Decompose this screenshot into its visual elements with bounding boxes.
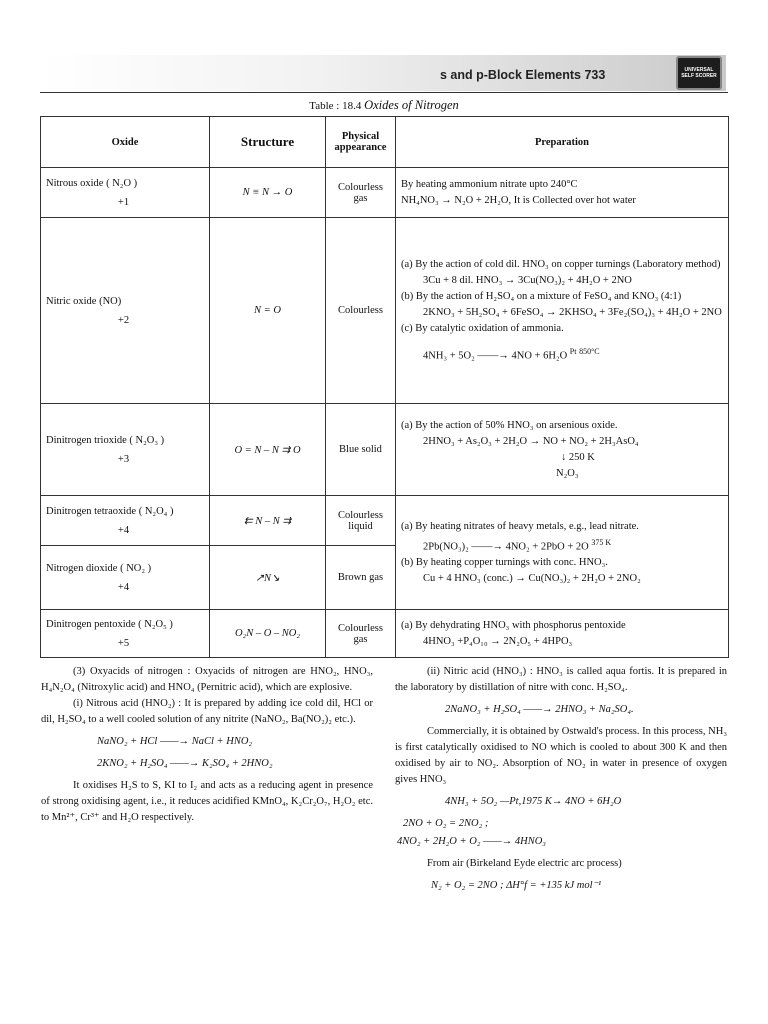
prep-line: (b) By the action of H₂SO₄ on a mixture of FeSO₄ and KNO₃ (4:1) (401, 291, 682, 303)
oxide-name-cell (41, 404, 210, 496)
physical-cell: Blue solid (326, 404, 396, 496)
logo-line-2: SELF SCORER (681, 73, 717, 79)
preparation-cell (396, 218, 729, 404)
prep-line: (a) By dehydrating HNO₃ with phosphorus pentoxide (401, 620, 626, 631)
prep-line: (a) By the action of cold dil. HNO₃ on copper turnings (Laboratory method) (401, 259, 721, 271)
prep-equation (401, 345, 723, 363)
table-row (41, 168, 729, 218)
oxide-name: Dinitrogen trioxide ( N₂O₃ ) (46, 434, 165, 446)
nitric-equation-1: 2NaNO₃ + H₂SO₄ ——→ 2HNO₃ + Na₂SO₄. (445, 704, 634, 715)
right-column (395, 664, 727, 900)
logo-line-1: UNIVERSAL (684, 67, 714, 73)
physical-cell: Colourless (326, 218, 396, 404)
ostwald-equation-2: 2NO + O₂ = 2NO₂ ; (403, 818, 489, 829)
physical-cell: Colourless liquid (326, 496, 396, 546)
structure-cell: ⇇ N – N ⇉ (210, 496, 326, 546)
temperature-label: 850°C (579, 347, 600, 357)
ostwald-equation-3: 4NO₂ + 2H₂O + O₂ ——→ 4HNO₃ (397, 836, 546, 847)
prep-line: By heating ammonium nitrate upto 240°C (401, 179, 578, 190)
universal-self-scorer-logo (676, 56, 722, 90)
prep-equation (401, 536, 723, 554)
oxyacids-paragraph: (3) Oxyacids of nitrogen : Oxyacids of nitrogen are HNO₂, HNO₃, H₄N₂O₄ (Nitroxylic acid) and HNO₄ (Pernitric acid), which are explosive. (41, 666, 373, 693)
temperature-label: 375 K (591, 537, 612, 547)
structure-cell: O = N – N ⇉ O (210, 404, 326, 496)
header-physical: Physical appearance (326, 117, 396, 168)
preparation-cell (396, 168, 729, 218)
oxidation-state: +5 (117, 637, 130, 649)
header-oxide: Oxide (41, 117, 210, 168)
oxide-name: Nitric oxide (NO) (46, 295, 122, 307)
equation-text: 2Pb(NO₃)₂ ——→ 4NO₂ + 2PbO + 2O (423, 541, 589, 553)
structure-cell: N ≡ N → O (210, 168, 326, 218)
table-caption (0, 98, 768, 113)
oxide-name-cell (41, 218, 210, 404)
header-preparation: Preparation (396, 117, 729, 168)
nitrous-acid-paragraph: (i) Nitrous acid (HNO₂) : It is prepared by adding ice cold dil, HCl or dil, H₂SO₄ to a well cooled solution of any nitrite (NaNO₂, Ba(NO₂)₂ etc.). (41, 698, 373, 725)
prep-product: N₂O₃ (556, 468, 579, 479)
table-caption-prefix: Table : 18.4 (309, 100, 365, 112)
oxidation-state: +4 (117, 581, 130, 593)
table-header-row (41, 117, 729, 168)
nitrous-equation-2: 2KNO₂ + H₂SO₄ ——→ K₂SO₄ + 2HNO₂ (97, 758, 273, 769)
oxides-of-nitrogen-table (40, 116, 729, 658)
structure-cell: O₂N – O – NO₂ (210, 610, 326, 658)
ostwald-equation-1: 4NH₃ + 5O₂ —Pt,1975 K→ 4NO + 6H₂O (445, 796, 622, 807)
page-header-title: s and p-Block Elements 733 (440, 68, 606, 82)
prep-equation: 4HNO₃ +P₄O₁₀ → 2N₂O₅ + 4HPO₃ (423, 636, 573, 647)
physical-cell: Colourless gas (326, 610, 396, 658)
prep-equation: Cu + 4 HNO₃ (conc.) → Cu(NO₃)₂ + 2H₂O + 2NO₂ (423, 573, 641, 585)
oxidation-state: +2 (117, 314, 130, 326)
oxide-name: Nitrous oxide ( N₂O ) (46, 177, 138, 189)
prep-equation: 2KNO₃ + 5H₂SO₄ + 6FeSO₄ → 2KHSO₄ + 3Fe₂(SO₄)₃ + 4H₂O + 2NO (423, 307, 722, 319)
oxide-name: Dinitrogen pentoxide ( N₂O₅ ) (46, 618, 173, 630)
ostwald-paragraph: Commercially, it is obtained by Ostwald's process. In this process, NH₃ is first catalytically oxidised to NO which is cooled to about 300 K and then oxidised by air to NO₂. Absorption of NO₂ in water in presence of oxygen gives HNO₃ (395, 726, 727, 785)
physical-cell: Brown gas (326, 546, 396, 610)
table-row (41, 610, 729, 658)
oxide-name-cell (41, 610, 210, 658)
preparation-cell (396, 404, 729, 496)
structure-cell: N = O (210, 218, 326, 404)
oxidation-state: +1 (117, 196, 130, 208)
header-structure: Structure (210, 117, 326, 168)
oxidises-paragraph: It oxidises H₂S to S, KI to I₂ and acts as a reducing agent in presence of strong oxidising agent, i.e., it reduces acidified KMnO₄, K₂Cr₂O₇, H₂O₂ etc. to Mn²⁺, Cr³⁺ and H₂O respectively. (41, 780, 373, 823)
structure-cell: ↗N↘ (210, 546, 326, 610)
header-rule (40, 92, 728, 93)
oxide-name: Dinitrogen tetraoxide ( N₂O₄ ) (46, 505, 174, 517)
physical-cell: Colourless gas (326, 168, 396, 218)
catalyst-label: Pt (569, 347, 577, 357)
oxidation-state: +4 (117, 524, 130, 536)
equation-text: 4NH₃ + 5O₂ ——→ 4NO + 6H₂O (423, 350, 568, 362)
table-caption-title: Oxides of Nitrogen (364, 98, 459, 112)
nitric-acid-paragraph: (ii) Nitric acid (HNO₃) : HNO₃ is called aqua fortis. It is prepared in the laboratory by distillation of nitre with conc. H₂SO₄. (395, 666, 727, 693)
table-row (41, 218, 729, 404)
left-column (41, 664, 373, 826)
oxide-name-cell (41, 168, 210, 218)
oxide-name: Nitrogen dioxide ( NO₂ ) (46, 562, 152, 574)
birkeland-equation: N₂ + O₂ = 2NO ; ΔH°f = +135 kJ mol⁻¹ (431, 880, 602, 891)
oxide-name-cell (41, 496, 210, 546)
preparation-cell (396, 496, 729, 610)
prep-line: (c) By catalytic oxidation of ammonia. (401, 323, 564, 335)
prep-line: NH₄NO₃ → N₂O + 2H₂O, It is Collected over hot water (401, 195, 636, 206)
table-row (41, 404, 729, 496)
prep-equation: 2HNO₃ + As₂O₃ + 2H₂O → NO + NO₂ + 2H₃AsO₄ (423, 436, 639, 447)
nitrous-equation-1: NaNO₂ + HCl ——→ NaCl + HNO₂ (97, 736, 253, 747)
prep-arrow: ↓ 250 K (561, 452, 595, 463)
header-band (40, 55, 726, 91)
prep-equation: 3Cu + 8 dil. HNO₃ → 3Cu(NO₃)₂ + 4H₂O + 2NO (423, 275, 632, 287)
prep-line: (b) By heating copper turnings with conc. HNO₃. (401, 557, 608, 569)
prep-line: (a) By the action of 50% HNO₃ on arsenious oxide. (401, 420, 618, 431)
oxidation-state: +3 (117, 453, 130, 465)
prep-line: (a) By heating nitrates of heavy metals, e.g., lead nitrate. (401, 520, 639, 532)
table-row (41, 496, 729, 546)
birkeland-paragraph: From air (Birkeland Eyde electric arc process) (427, 858, 622, 869)
oxide-name-cell (41, 546, 210, 610)
preparation-cell (396, 610, 729, 658)
